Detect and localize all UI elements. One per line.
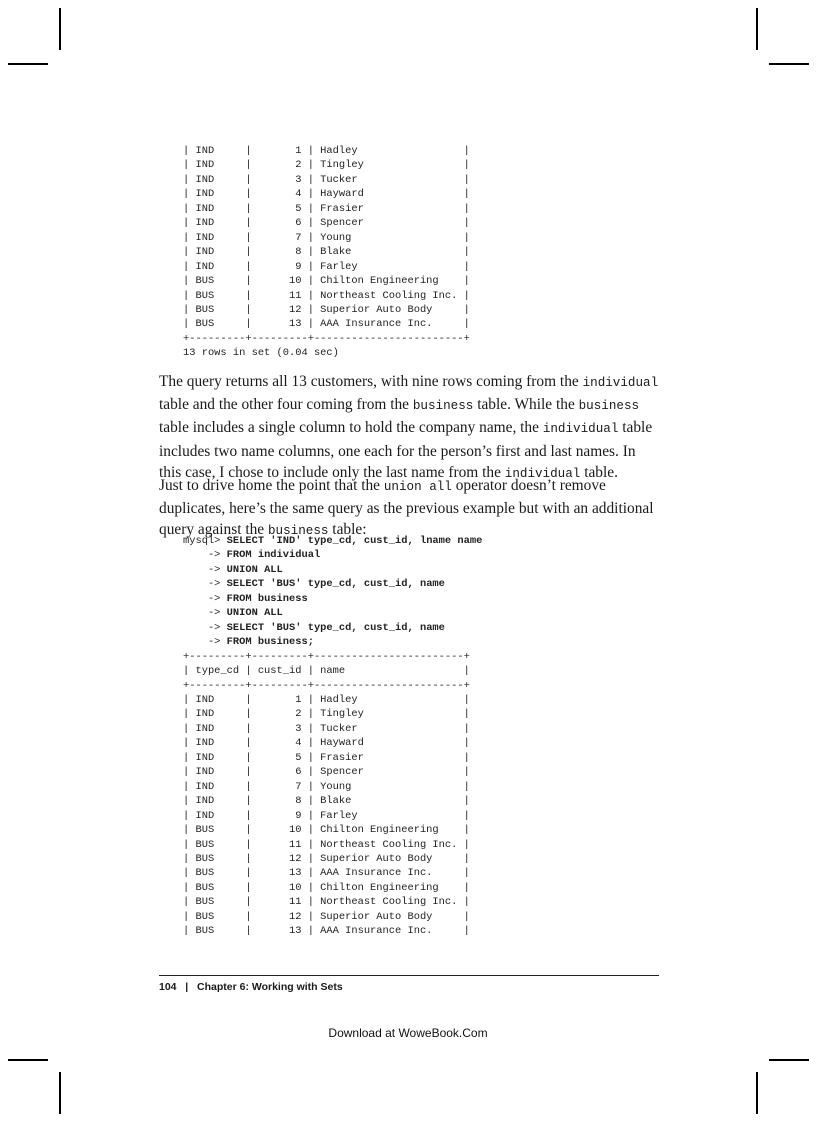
table-row: | IND | 1 | Hadley | [183,693,470,706]
query-line: -> UNION ALL [183,607,283,620]
table-row: | IND | 5 | Frasier | [183,202,470,215]
table-row: | IND | 3 | Tucker | [183,722,470,735]
table-row: | BUS | 12 | Superior Auto Body | [183,910,470,923]
query-line: -> FROM individual [183,549,321,562]
query-line: -> FROM business [183,592,308,605]
table-row: | IND | 7 | Young | [183,780,470,793]
body-paragraph-1: The query returns all 13 customers, with nine rows coming from the individual table and the other four coming from the business table. While the business table includes a single column to hold the company name, the individual table includes two name columns, one each for the person’s first and last names. In this case, I chose to include only the last name from the individual table. [159,373,659,481]
crop-mark [756,8,758,50]
table-row: | IND | 4 | Hayward | [183,188,470,201]
table-row: | BUS | 13 | AAA Insurance Inc. | [183,925,470,938]
footer-separator: | [185,981,189,993]
table-row: | IND | 7 | Young | [183,231,470,244]
table-row: | BUS | 10 | Chilton Engineering | [183,275,470,288]
crop-mark [8,1059,48,1061]
footer-rule [159,975,659,976]
result-rows [183,144,470,332]
rows-in-set: 13 rows in set (0.04 sec) [183,347,339,360]
crop-mark [756,1072,758,1114]
table-row: | IND | 4 | Hayward | [183,737,470,750]
query-line: -> SELECT 'BUS' type_cd, cust_id, name [183,578,445,591]
table-row: | BUS | 11 | Northeast Cooling Inc. | [183,896,470,909]
table-row: | BUS | 10 | Chilton Engineering | [183,824,470,837]
query-line: -> SELECT 'BUS' type_cd, cust_id, name [183,621,445,634]
table-border: +---------+---------+------------------------+ [183,332,470,345]
table-row: | BUS | 10 | Chilton Engineering | [183,881,470,894]
page-number: 104 [159,981,177,993]
table-row: | IND | 3 | Tucker | [183,173,470,186]
table-row: | BUS | 11 | Northeast Cooling Inc. | [183,289,470,302]
query-line: -> UNION ALL [183,563,283,576]
inline-code: individual [504,466,581,481]
table-row: | IND | 9 | Farley | [183,260,470,273]
page-footer [159,981,343,993]
chapter-title: Chapter 6: Working with Sets [197,981,343,993]
table-border: +---------+---------+------------------------+ [183,679,470,692]
table-header: | type_cd | cust_id | name | [183,665,470,678]
crop-mark [59,8,61,50]
crop-mark [59,1072,61,1114]
inline-code: business [578,399,640,414]
query-example [183,534,482,939]
query-line: -> FROM business; [183,636,314,649]
table-row: | IND | 6 | Spencer | [183,217,470,230]
crop-mark [769,1059,809,1061]
crop-mark [8,63,48,65]
table-row: | BUS | 12 | Superior Auto Body | [183,303,470,316]
query-lines [183,548,482,649]
inline-code: business [267,524,329,539]
table-row: | IND | 9 | Farley | [183,809,470,822]
table-row: | IND | 6 | Spencer | [183,766,470,779]
crop-mark [769,63,809,65]
inline-code: individual [542,422,619,437]
table-border: +---------+---------+------------------------+ [183,650,470,663]
table-row: | BUS | 12 | Superior Auto Body | [183,852,470,865]
table-row: | IND | 2 | Tingley | [183,708,470,721]
inline-code: individual [582,376,659,390]
inline-code: business [412,399,474,414]
download-watermark[interactable]: Download at WoweBook.Com [328,1026,488,1040]
table-row: | IND | 8 | Blake | [183,246,470,259]
body-paragraph-2: Just to drive home the point that the union all operator doesn’t remove duplicates, here’s the same query as the previous example but with an additional query against the business table: [159,477,654,539]
result-table-1 [183,144,470,361]
table-row: | BUS | 13 | AAA Insurance Inc. | [183,318,470,331]
table-row: | BUS | 13 | AAA Insurance Inc. | [183,867,470,880]
table-row: | IND | 5 | Frasier | [183,751,470,764]
table-row: | IND | 8 | Blake | [183,795,470,808]
query-first-line: mysql> SELECT 'IND' type_cd, cust_id, lname name [183,535,483,547]
table-row: | IND | 1 | Hadley | [183,145,470,157]
inline-code: union all [383,480,452,494]
table-row: | BUS | 11 | Northeast Cooling Inc. | [183,838,470,851]
table-row: | IND | 2 | Tingley | [183,159,470,172]
result-rows [183,693,482,939]
